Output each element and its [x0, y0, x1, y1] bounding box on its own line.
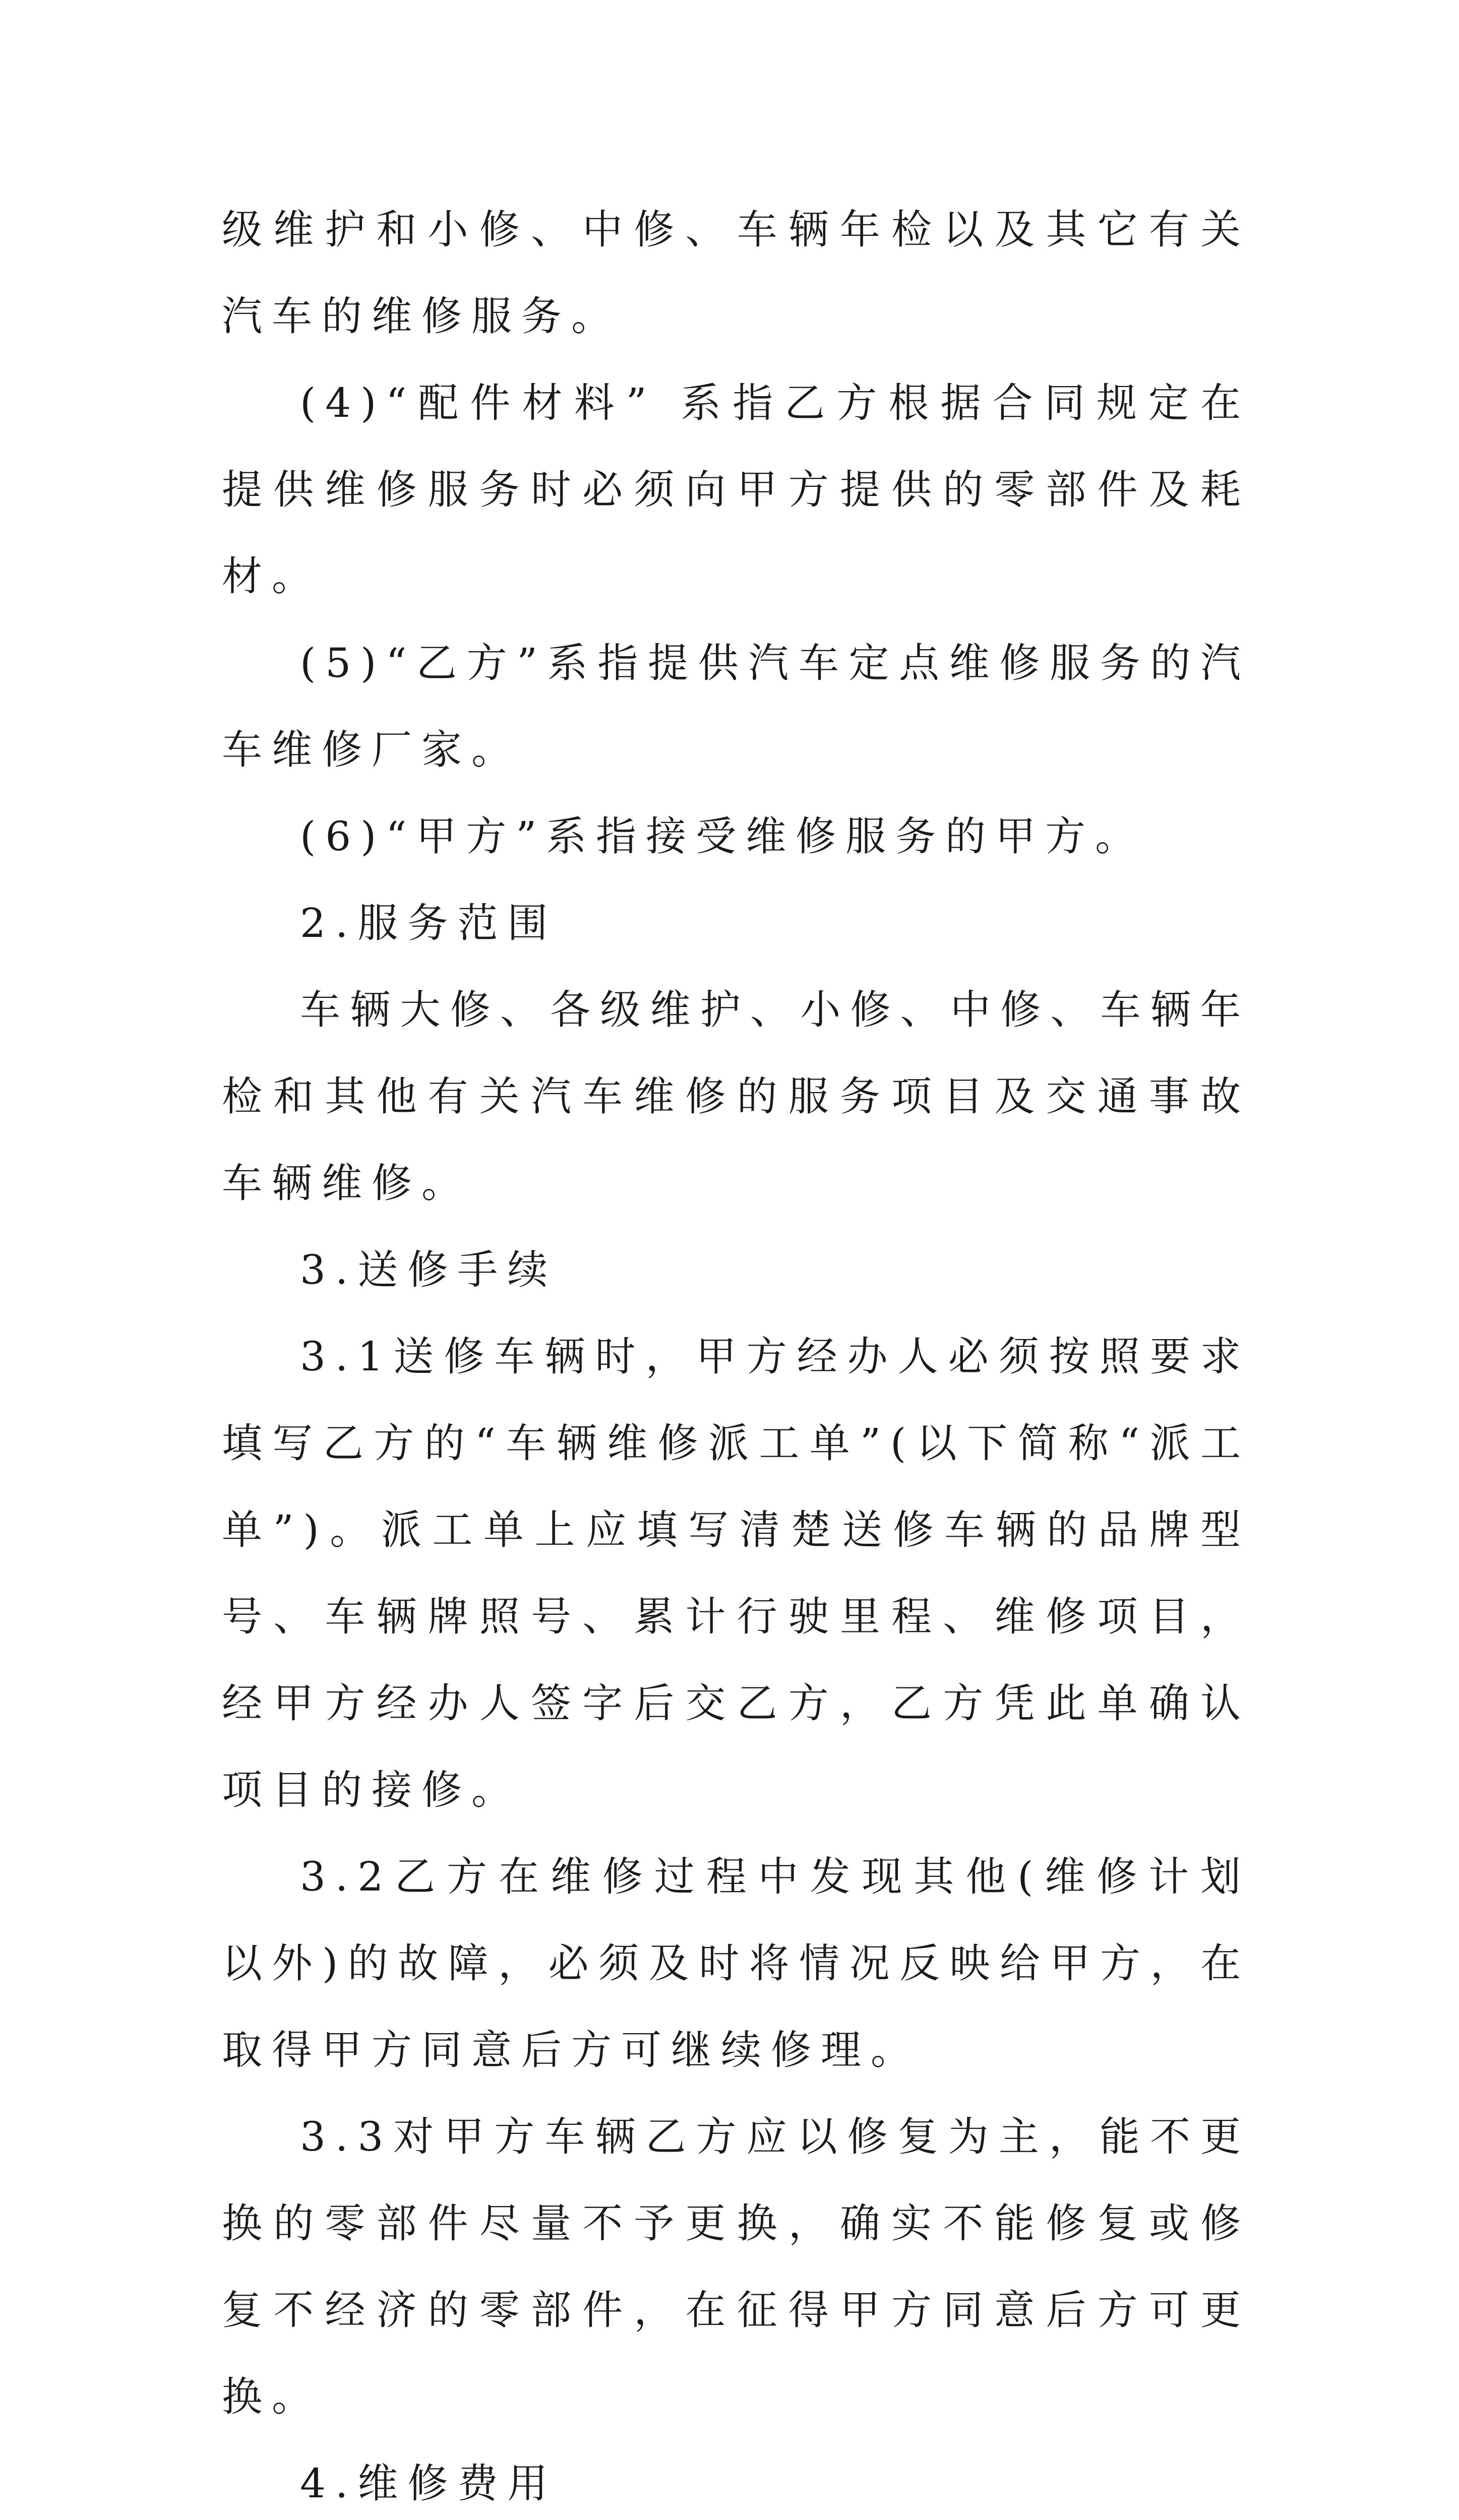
paragraph-parts-materials-definition: (4)“配件材料” 系指乙方根据合同规定在提供维修服务时必须向甲方提供的零部件及耗材。 [222, 380, 1250, 600]
document-body [222, 186, 1250, 2520]
paragraph-clause-3-2: 3.2乙方在维修过程中发现其他(维修计划以外)的故障，必须及时将情况反映给甲方，在取得甲方同意后方可继续修理。 [222, 1853, 1250, 2073]
paragraph-clause-3-3: 3.3对甲方车辆乙方应以修复为主，能不更换的零部件尽量不予更换，确实不能修复或修复不经济的零部件，在征得甲方同意后方可更换。 [222, 2113, 1250, 2420]
paragraph-party-a-definition: (6)“甲方”系指接受维修服务的甲方。 [300, 813, 1145, 860]
section-heading-service-scope: 2.服务范围 [300, 900, 558, 947]
paragraph-service-scope: 车辆大修、各级维护、小修、中修、车辆年检和其他有关汽车维修的服务项目及交通事故车辆维修。 [222, 986, 1250, 1207]
paragraph-service-definition-cont: 级维护和小修、中修、车辆年检以及其它有关汽车的维修服务。 [222, 206, 1250, 340]
paragraph-clause-3-1: 3.1送修车辆时，甲方经办人必须按照要求填写乙方的“车辆维修派工单”(以下简称“派工单”)。派工单上应填写清楚送修车辆的品牌型号、车辆牌照号、累计行驶里程、维修项目，经甲方经办人签字后交乙方，乙方凭此单确认项目的接修。 [222, 1333, 1250, 1813]
section-heading-repair-procedure: 3.送修手续 [300, 1246, 558, 1293]
paragraph-party-b-definition: (5)“乙方”系指提供汽车定点维修服务的汽车维修厂家。 [222, 640, 1250, 773]
section-heading-repair-fees: 4.维修费用 [300, 2460, 558, 2507]
